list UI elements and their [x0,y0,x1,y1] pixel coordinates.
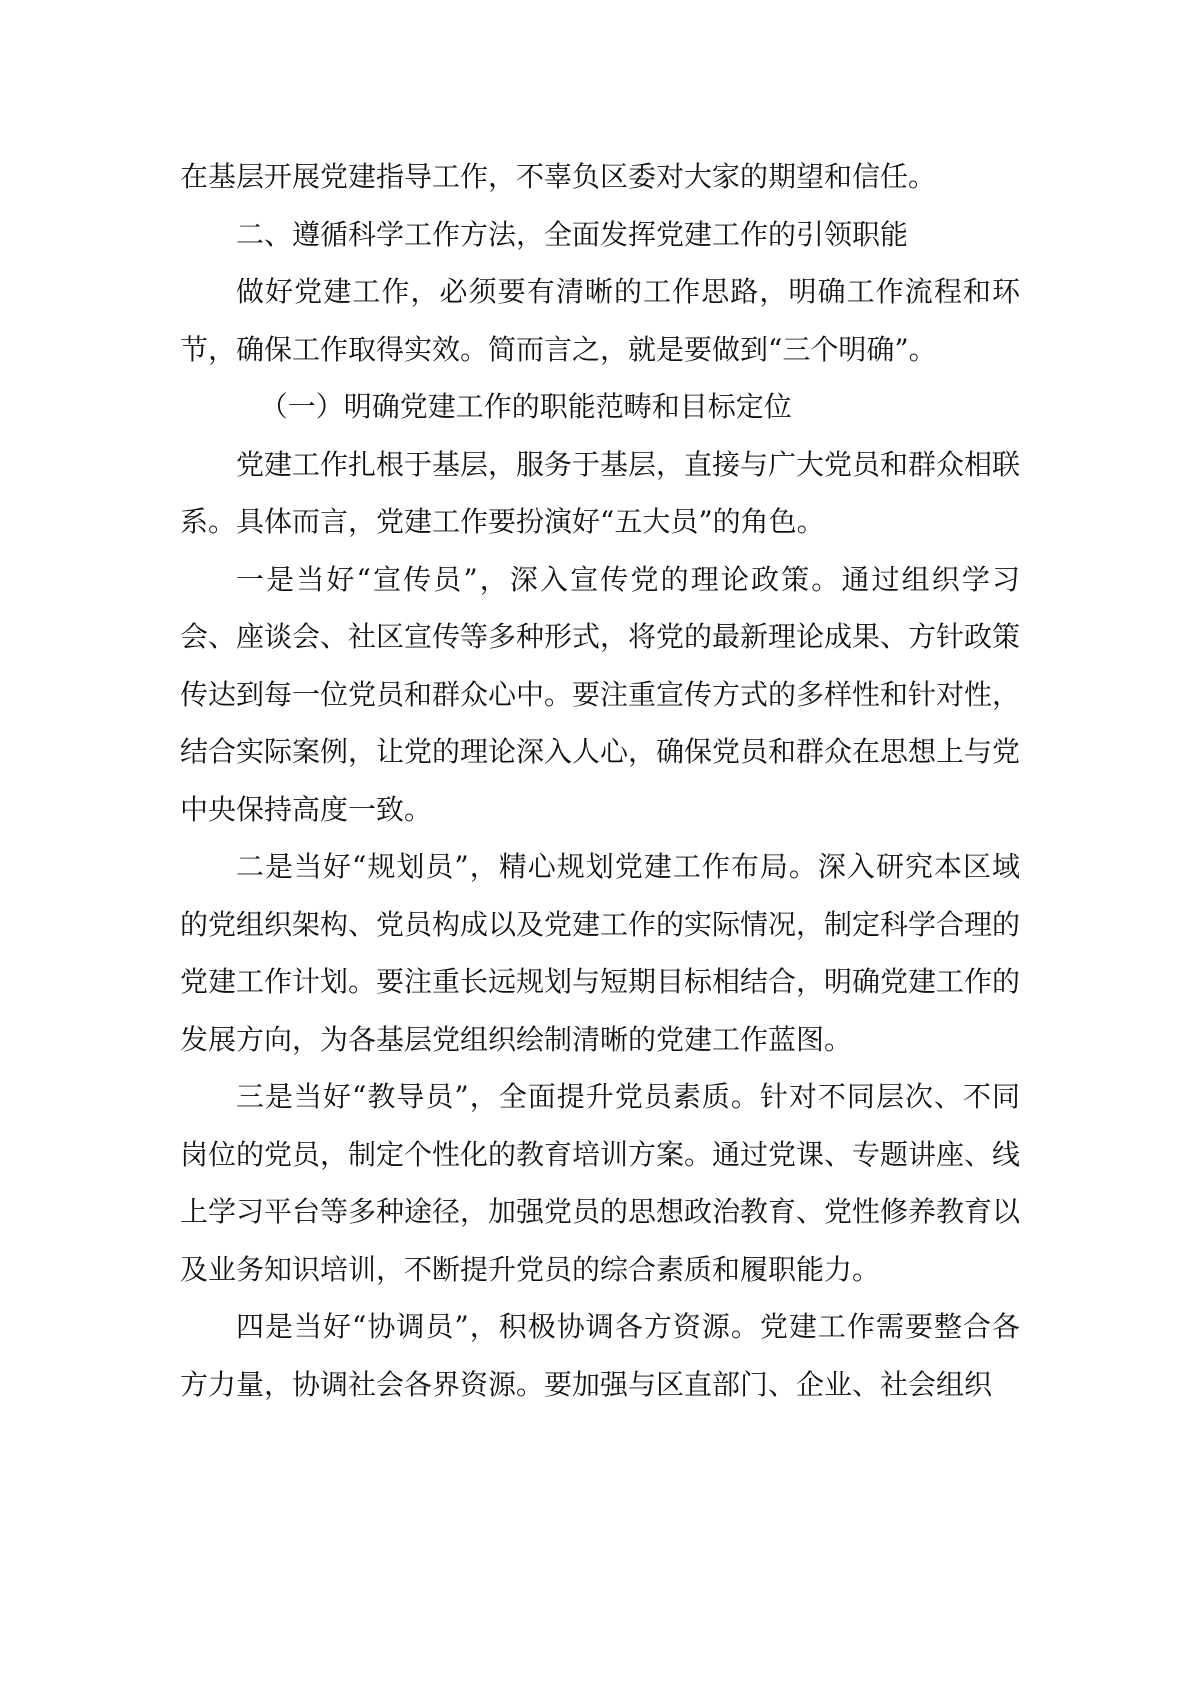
paragraph: 二是当好“规划员”，精心规划党建工作布局。深入研究本区域的党组织架构、党员构成以及党建工作的实际情况，制定科学合理的党建工作计划。要注重长远规划与短期目标相结合，明确党建工作的发展方向，为各基层党组织绘制清晰的党建工作蓝图。 [180,850,1021,1056]
paragraph: 做好党建工作，必须要有清晰的工作思路，明确工作流程和环节，确保工作取得实效。简而言之，就是要做到“三个明确”。 [180,275,1020,366]
subsection-heading: （一）明确党建工作的职能范畴和目标定位 [259,390,792,423]
paragraph: 三是当好“教导员”，全面提升党员素质。针对不同层次、不同岗位的党员，制定个性化的教育培训方案。通过党课、专题讲座、线上学习平台等多种途径，加强党员的思想政治教育、党性修养教育以及业务知识培训，不断提升党员的综合素质和履职能力。 [180,1080,1021,1286]
paragraph: 一是当好“宣传员”，深入宣传党的理论政策。通过组织学习会、座谈会、社区宣传等多种形式，将党的最新理论成果、方针政策传达到每一位党员和群众心中。要注重宣传方式的多样性和针对性，结合实际案例，让党的理论深入人心，确保党员和群众在思想上与党中央保持高度一致。 [180,562,1021,826]
section-heading: 二、遵循科学工作方法，全面发挥党建工作的引领职能 [236,217,909,251]
paragraph-continuation: 在基层开展党建指导工作，不辜负区委对大家的期望和信任。 [180,160,937,193]
paragraph: 四是当好“协调员”，积极协调各方资源。党建工作需要整合各方力量，协调社会各界资源。要加强与区直部门、企业、社会组织 [180,1310,1020,1401]
document-body [180,148,1020,1413]
paragraph: 党建工作扎根于基层，服务于基层，直接与广大党员和群众相联系。具体而言，党建工作要扮演好“五大员”的角色。 [180,447,1021,538]
